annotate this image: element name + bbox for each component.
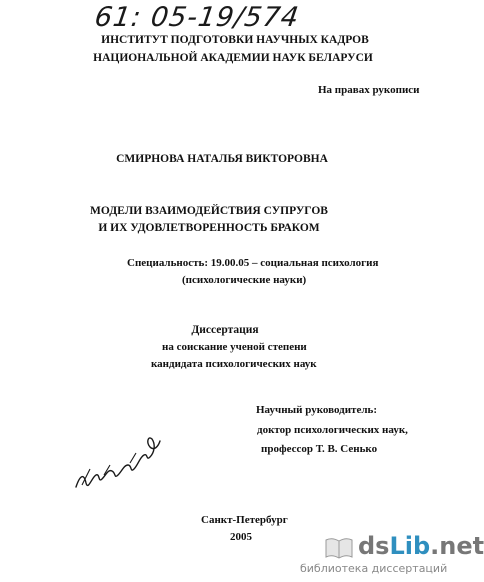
watermark-brand [358, 532, 484, 560]
institute-name-line2: НАЦИОНАЛЬНОЙ АКАДЕМИИ НАУК БЕЛАРУСИ [93, 52, 373, 64]
watermark-brand-ds: ds [358, 532, 390, 560]
supervisor-degree: доктор психологических наук, [257, 424, 408, 436]
supervisor-name: профессор Т. В. Сенько [261, 443, 378, 455]
watermark-brand-lib: Lib [389, 532, 431, 560]
science-field-line: (психологические науки) [182, 274, 307, 286]
book-icon [324, 536, 354, 560]
handwritten-signature [70, 425, 165, 495]
manuscript-rights-note: На правах рукописи [318, 84, 420, 96]
handwritten-catalog-number: 61: 05-19/574 [92, 2, 302, 33]
author-name: СМИРНОВА НАТАЛЬЯ ВИКТОРОВНА [116, 153, 328, 165]
degree-name-line: кандидата психологических наук [151, 358, 317, 370]
specialty-line: Специальность: 19.00.05 – социальная психология [127, 257, 379, 269]
year: 2005 [230, 531, 252, 543]
city: Санкт-Петербург [201, 514, 288, 526]
watermark-brand-net: .net [430, 532, 484, 560]
dslib-watermark [300, 532, 484, 578]
institute-name-line1: ИНСТИТУТ ПОДГОТОВКИ НАУЧНЫХ КАДРОВ [101, 34, 369, 46]
watermark-subtitle: библиотека диссертаций [300, 562, 448, 575]
dissertation-label: Диссертация [191, 324, 259, 336]
degree-purpose-line: на соискание ученой степени [162, 341, 307, 353]
dissertation-title-line2: И ИХ УДОВЛЕТВОРЕННОСТЬ БРАКОМ [98, 222, 320, 234]
dissertation-title-line1: МОДЕЛИ ВЗАИМОДЕЙСТВИЯ СУПРУГОВ [90, 205, 328, 217]
supervisor-label: Научный руководитель: [256, 404, 377, 416]
